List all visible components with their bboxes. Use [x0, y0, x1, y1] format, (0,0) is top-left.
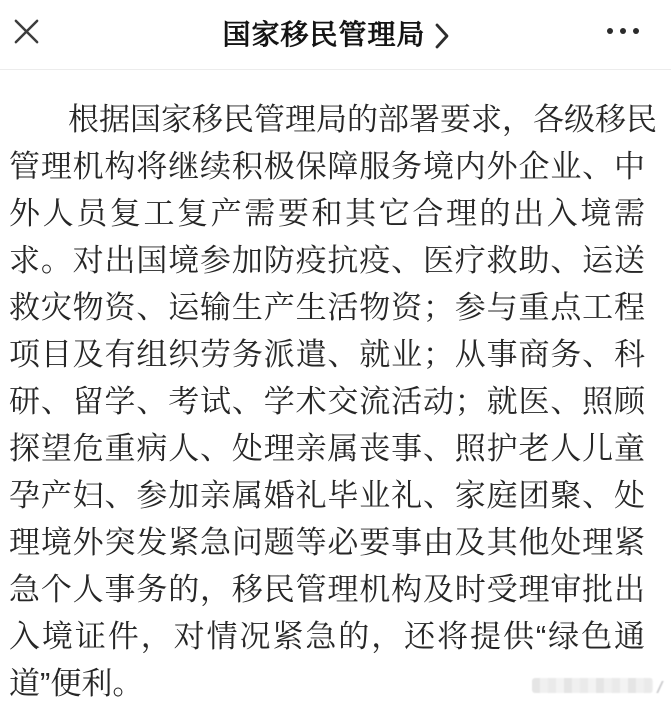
article-text-line: 外人员复工复产需要和其它合理的出入境需	[9, 196, 645, 231]
article-text-line: 根据国家移民管理局的部署要求，各级移民	[68, 102, 657, 137]
article-paragraph	[9, 96, 657, 707]
article-text-line: 孕产妇、参加亲属婚礼毕业礼、家庭团聚、处	[9, 478, 645, 513]
topbar	[0, 0, 671, 70]
article-text-line: 急个人事务的，移民管理机构及时受理审批出	[9, 572, 645, 607]
page-title: 国家移民管理局	[222, 18, 426, 50]
article-body	[0, 70, 671, 707]
article-text-line: 入境证件，对情况紧急的，还将提供“绿色通	[9, 619, 645, 654]
article-text-line: 救灾物资、运输生产生活物资；参与重点工程	[9, 290, 645, 325]
article-text-line: 研、留学、考试、学术交流活动；就医、照顾	[9, 384, 645, 419]
ellipsis-icon	[633, 28, 639, 34]
blurred-watermark	[532, 678, 653, 693]
more-menu-button[interactable]	[597, 13, 649, 49]
chevron-right-icon	[435, 23, 449, 49]
article-text-line: 探望危重病人、处理亲属丧事、照护老人儿童	[9, 431, 645, 466]
article-text-line: 求。对出国境参加防疫抗疫、医疗救助、运送	[9, 243, 645, 278]
article-text-line: 管理机构将继续积极保障服务境内外企业、中	[9, 149, 645, 184]
account-title-link[interactable]	[0, 0, 671, 69]
ellipsis-icon	[607, 28, 613, 34]
article-text-line: 道”便利。	[9, 666, 144, 701]
article-text-line: 项目及有组织劳务派遣、就业；从事商务、科	[9, 337, 645, 372]
ellipsis-icon	[620, 28, 626, 34]
article-text-line: 理境外突发紧急问题等必要事由及其他处理紧	[9, 525, 645, 560]
